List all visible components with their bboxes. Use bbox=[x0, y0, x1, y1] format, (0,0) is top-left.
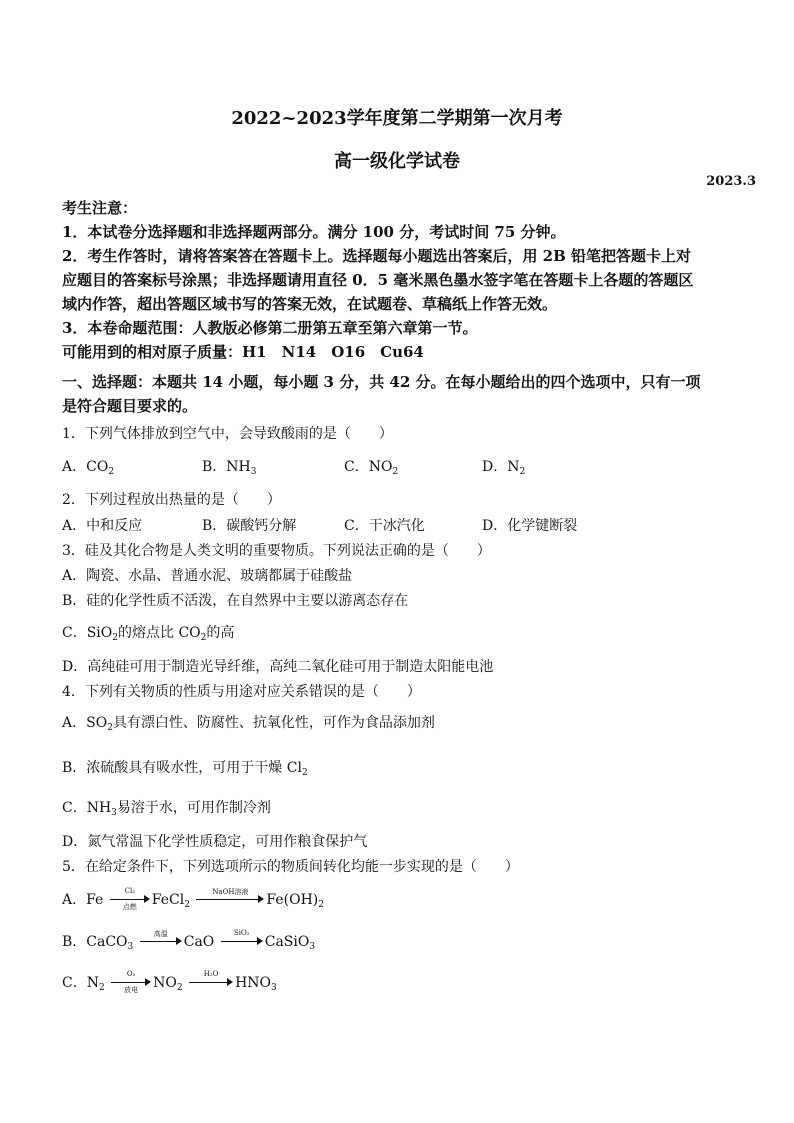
exam-title: 2022~2023学年度第二学期第一次月考 bbox=[231, 108, 563, 129]
reaction-arrow-icon: NaOH溶液 bbox=[196, 893, 264, 907]
section-heading-line: 一、选择题：本题共 14 小题，每小题 3 分，共 42 分。在每小题给出的四个选项中，只有一项 bbox=[62, 373, 701, 391]
question-4-option-b: B．浓硫酸具有吸水性，可用于干燥 $Cl_2$ bbox=[62, 760, 308, 778]
notes-heading: 考生注意： bbox=[62, 199, 138, 217]
notes-line: 3．本卷命题范围：人教版必修第二册第五章至第六章第一节。 bbox=[62, 319, 478, 337]
question-4-option-d: D．氮气常温下化学性质稳定，可用作粮食保护气 bbox=[62, 834, 368, 850]
question-5-option-c: C．$N_2$ O₂ 放电 $NO_2$ H₂O $HNO_3$ bbox=[62, 970, 277, 994]
option-c: C．干冰汽化 bbox=[344, 518, 425, 534]
notes-line: 2．考生作答时，请将答案答在答题卡上。选择题每小题选出答案后，用 2B 铅笔把答题卡上对 bbox=[62, 247, 692, 265]
reaction-arrow-icon: SiO₂ bbox=[221, 935, 263, 949]
notes-block bbox=[62, 196, 762, 364]
question-5-option-b: B．CaCO$_3$ 高温 CaO SiO₂ CaSiO$_3$ bbox=[62, 929, 316, 952]
question-5-stem: 5．在给定条件下，下列选项所示的物质间转化均能一步实现的是（ ） bbox=[62, 859, 519, 875]
section-heading bbox=[62, 370, 762, 418]
option-a: A．中和反应 bbox=[62, 518, 143, 534]
option-b: B．碳酸钙分解 bbox=[202, 518, 297, 534]
question-3-option-b: B．硅的化学性质不活泼，在自然界中主要以游离态存在 bbox=[62, 593, 409, 609]
question-3-option-d: D．高纯硅可用于制造光导纤维，高纯二氧化硅可用于制造太阳能电池 bbox=[62, 659, 494, 675]
option-a: A．$CO_2$ bbox=[62, 459, 115, 477]
question-3-option-a: A．陶瓷、水晶、普通水泥、玻璃都属于硅酸盐 bbox=[62, 568, 353, 584]
question-4-stem: 4．下列有关物质的性质与用途对应关系错误的是（ ） bbox=[62, 684, 421, 700]
option-b: B．$NH_3$ bbox=[202, 459, 257, 477]
question-4-option-a: A．$SO_2$具有漂白性、防腐性、抗氧化性，可作为食品添加剂 bbox=[62, 715, 435, 733]
section-heading-line: 是符合题目要求的。 bbox=[62, 397, 198, 415]
question-4-option-c: C．$NH_3$易溶于水，可用作制冷剂 bbox=[62, 800, 271, 818]
reaction-arrow-icon: 高温 bbox=[140, 935, 182, 949]
option-c: C．$NO_2$ bbox=[344, 459, 399, 477]
reaction-arrow-icon: O₂ 放电 bbox=[111, 976, 151, 990]
notes-line: 1．本试卷分选择题和非选择题两部分。满分 100 分，考试时间 75 分钟。 bbox=[62, 223, 566, 241]
notes-line: 应题目的答案标号涂黑；非选择题请用直径 0．5 毫米黑色墨水签字笔在答题卡上各题的答题区 bbox=[62, 271, 694, 289]
option-d: D．$N_2$ bbox=[482, 459, 526, 477]
question-2-stem: 2．下列过程放出热量的是（ ） bbox=[62, 492, 281, 508]
question-1-stem: 1．下列气体排放到空气中，会导致酸雨的是（ ） bbox=[62, 426, 393, 442]
question-5-option-a: A．Fe Cl₂ 点燃 FeCl$_2$ NaOH溶液 $Fe(OH)_2$ bbox=[62, 887, 324, 911]
reaction-arrow-icon: Cl₂ 点燃 bbox=[110, 893, 150, 907]
exam-date: 2023.3 bbox=[706, 174, 756, 189]
option-d: D．化学键断裂 bbox=[482, 518, 578, 534]
notes-line: 域内作答，超出答题区域书写的答案无效，在试题卷、草稿纸上作答无效。 bbox=[62, 295, 558, 313]
notes-line: 可能用到的相对原子质量：H1 N14 O16 Cu64 bbox=[62, 343, 424, 361]
reaction-arrow-icon: H₂O bbox=[189, 976, 233, 990]
question-3-option-c: C．SiO$_2$的熔点比 $CO_2$的高 bbox=[62, 625, 235, 643]
exam-subtitle: 高一级化学试卷 bbox=[334, 151, 460, 172]
question-3-stem: 3．硅及其化合物是人类文明的重要物质。下列说法正确的是（ ） bbox=[62, 543, 491, 559]
